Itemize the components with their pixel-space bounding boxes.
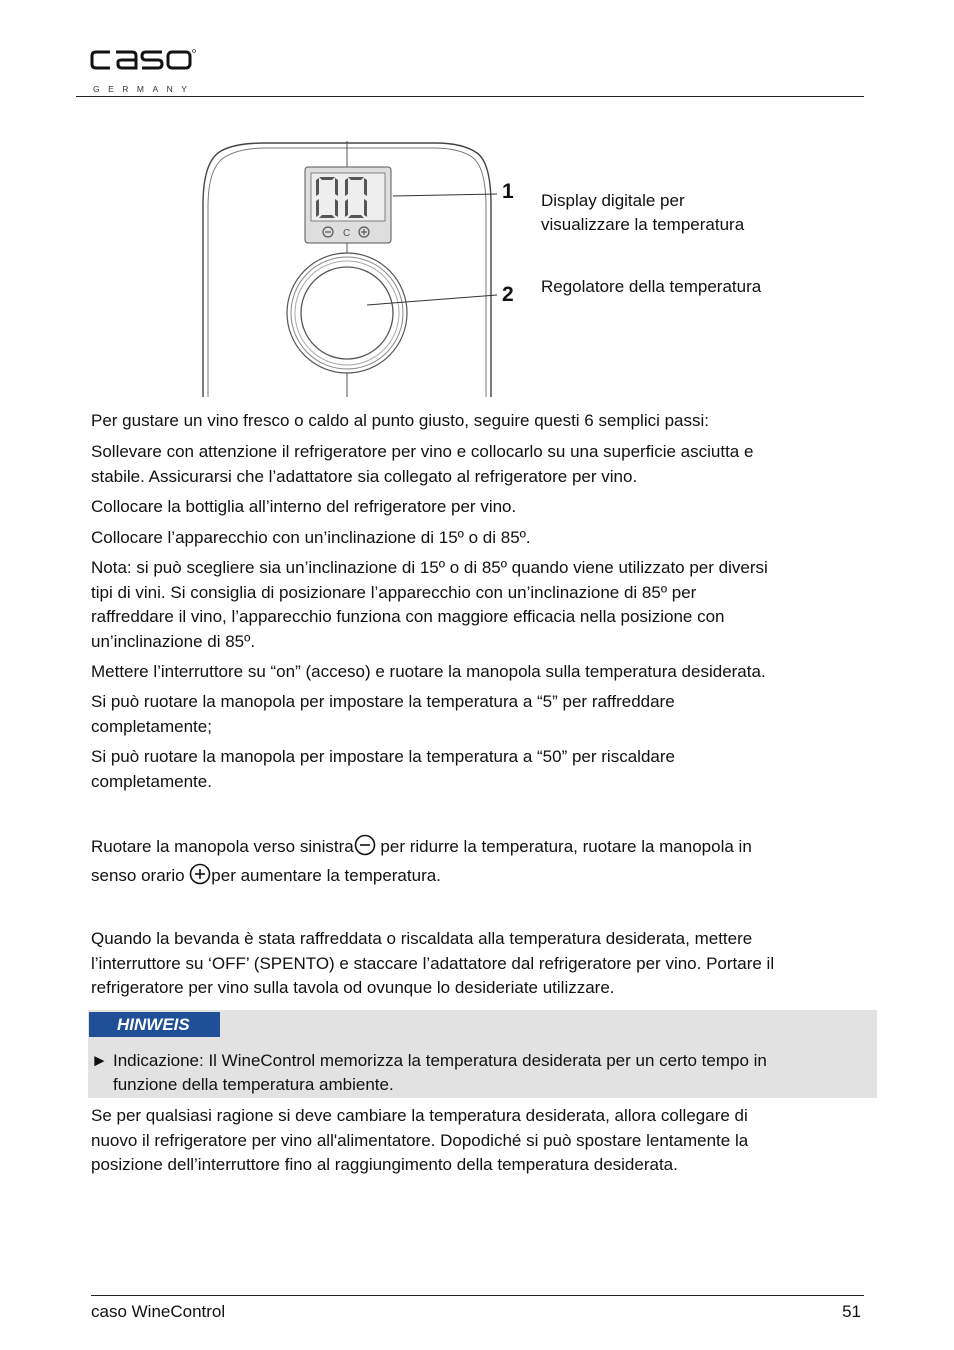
hinweis-line: funzione della temperatura ambiente. <box>113 1075 394 1094</box>
paragraph-line <box>91 861 866 890</box>
minus-circle-icon <box>354 834 376 856</box>
footer-product-name: caso WineControl <box>91 1302 226 1321</box>
callout-text-1 <box>541 189 841 237</box>
paragraph-line: un’inclinazione di 85º. <box>91 631 256 651</box>
paragraph-change-temp <box>91 1104 866 1178</box>
paragraph-line: Se per qualsiasi ragione si deve cambiare la temperatura desiderata, allora collegare di <box>91 1106 748 1125</box>
paragraph-line: completamente; <box>91 716 212 736</box>
paragraph-line: completamente. <box>91 771 212 791</box>
callout-text-2 <box>541 275 841 299</box>
text-run: Ruotare la manopola verso sinistra <box>91 837 354 856</box>
callout-number-1: 1 <box>502 180 514 203</box>
paragraph-line: tipi di vini. Si consiglia di posizionare l’apparecchio con un’inclinazione di 85º per <box>91 582 697 602</box>
paragraph-line: posizione dell’interruttore fino al raggiungimento della temperatura desiderata. <box>91 1155 678 1174</box>
paragraph-line: Si può ruotare la manopola per impostare la temperatura a “50” per riscaldare <box>91 747 675 766</box>
caso-logo-graphic <box>76 32 206 102</box>
device-illustration <box>195 135 500 397</box>
plus-circle-icon <box>189 863 211 885</box>
page-number: 51 <box>842 1302 861 1321</box>
paragraph-step-incline: Collocare l’apparecchio con un’inclinazione di 15º o di 85º. <box>91 528 531 547</box>
paragraph-step-bottle: Collocare la bottiglia all’interno del refrigeratore per vino. <box>91 497 517 516</box>
paragraph-line: Si può ruotare la manopola per impostare la temperatura a “5” per raffreddare <box>91 692 675 711</box>
text-run: per ridurre la temperatura, ruotare la manopola in <box>375 837 752 856</box>
paragraph-line: stabile. Assicurarsi che l’adattatore sia collegato al refrigeratore per vino. <box>91 466 638 486</box>
callout-1-line1: Display digitale per <box>541 191 685 210</box>
hinweis-label: HINWEIS <box>89 1012 220 1037</box>
paragraph-line: l’interruttore su ‘OFF’ (SPENTO) e staccare l’adattatore dal refrigeratore per vino. Portare il <box>91 953 775 973</box>
paragraph-cool <box>91 690 866 739</box>
callout-number-2: 2 <box>502 283 514 306</box>
paragraph-line: nuovo il refrigeratore per vino all'alimentatore. Dopodiché si può spostare lentamente la <box>91 1130 749 1150</box>
text-run: per aumentare la temperatura. <box>211 866 441 885</box>
paragraph-line: refrigeratore per vino sulla tavola od ovunque lo desideriate utilizzare. <box>91 978 615 997</box>
paragraph-step-lift <box>91 440 866 489</box>
paragraph-line: Nota: si può scegliere sia un’inclinazione di 15º o di 85º quando viene utilizzato per diversi <box>91 558 768 577</box>
footer-rule <box>91 1295 864 1296</box>
paragraph-heat <box>91 745 866 794</box>
callout-1-line2: visualizzare la temperatura <box>541 215 745 234</box>
callout-2-line1: Regolatore della temperatura <box>541 277 762 296</box>
paragraph-line: Quando la bevanda è stata raffreddata o riscaldata alla temperatura desiderata, mettere <box>91 929 753 948</box>
paragraph-line: raffreddare il vino, l’apparecchio funziona con maggiore efficacia nella posizione con <box>91 607 725 626</box>
caso-logo <box>76 32 206 102</box>
paragraph-note <box>91 556 866 654</box>
bullet-arrow-icon: ► <box>91 1051 108 1070</box>
paragraph-finish <box>91 927 866 1001</box>
paragraph-line: Sollevare con attenzione il refrigeratore per vino e collocarlo su una superficie asciutta e <box>91 442 754 461</box>
hinweis-text <box>91 1049 866 1097</box>
paragraph-line <box>91 832 866 861</box>
text-run: Indicazione: Il WineControl memorizza la temperatura desiderata per un certo tempo in <box>113 1051 767 1070</box>
header-rule <box>76 96 864 97</box>
svg-text:C: C <box>343 228 351 239</box>
text-run: senso orario <box>91 866 190 885</box>
hinweis-line <box>91 1049 866 1073</box>
paragraph-intro: Per gustare un vino fresco o caldo al punto giusto, seguire questi 6 semplici passi: <box>91 411 710 430</box>
svg-text:GERMANY: GERMANY <box>93 84 196 94</box>
paragraph-switch-on: Mettere l’interruttore su “on” (acceso) e ruotare la manopola sulla temperatura desiderata. <box>91 662 766 681</box>
paragraph-rotate <box>91 832 866 890</box>
